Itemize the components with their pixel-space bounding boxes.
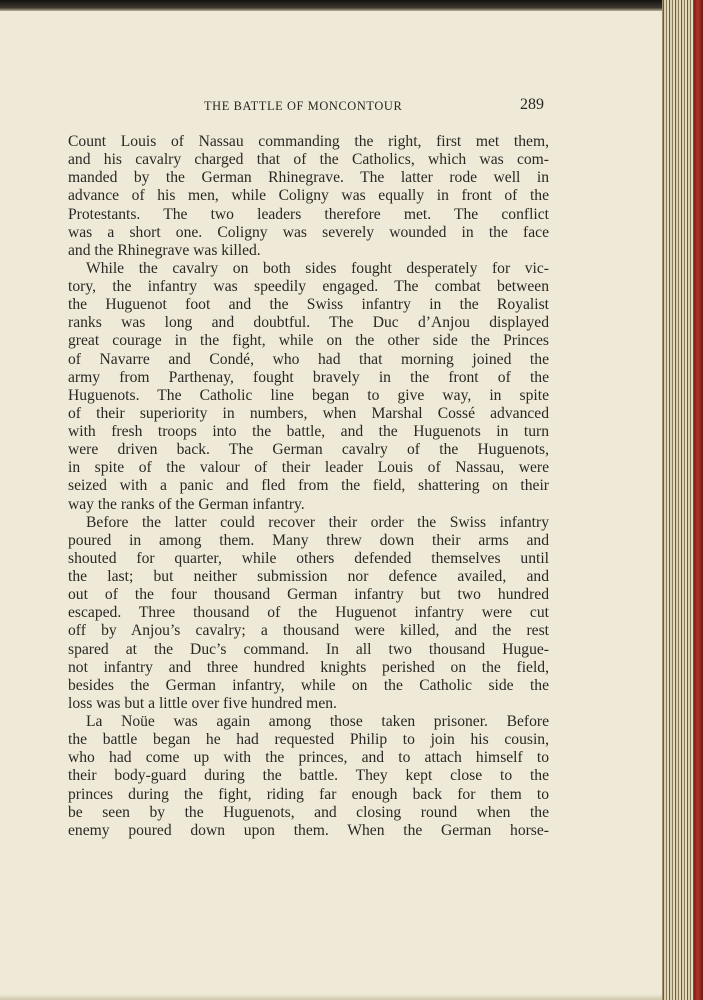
text-line: advance of his men, while Coligny was equally in front of the <box>68 187 549 205</box>
text-line: La Noüe was again among those taken prisoner. Before <box>86 713 549 730</box>
text-line: be seen by the Huguenots, and closing round when the <box>68 803 549 821</box>
text-line: the last; but neither submission nor defence availed, and <box>68 568 549 585</box>
text-line: and his cavalry charged that of the Catholics, which was com- <box>68 151 549 169</box>
running-title: THE BATTLE OF MONCONTOUR <box>204 99 403 113</box>
text-line: Count Louis of Nassau commanding the right, first met them, <box>68 133 549 150</box>
text-line: out of the four thousand German infantry but two hundred <box>68 586 549 604</box>
text-line: besides the German infantry, while on the Catholic side the <box>68 676 549 694</box>
text-line: tory, the infantry was speedily engaged. The combat between <box>68 278 549 295</box>
text-line: loss was but a little over five hundred men. <box>68 694 337 712</box>
text-line: ranks was long and doubtful. The Duc d’Anjou displayed <box>68 314 549 332</box>
text-line: Huguenots. The Catholic line began to give way, in spite <box>68 386 549 404</box>
text-line: who had come up with the princes, and to attach himself to <box>68 749 549 767</box>
text-line: enemy poured down upon them. When the German horse- <box>68 821 549 839</box>
text-line: the battle began he had requested Philip to join his cousin, <box>68 731 549 749</box>
running-head <box>0 96 640 116</box>
book-cover-edge <box>694 0 703 1000</box>
text-line: princes during the fight, riding far enough back for them to <box>68 785 549 803</box>
text-line: of Navarre and Condé, who had that morning joined the <box>68 350 549 368</box>
text-line: seized with a panic and fled from the field, shattering on their <box>68 477 549 495</box>
text-line: manded by the German Rhinegrave. The latter rode well in <box>68 169 549 187</box>
text-line: Before the latter could recover their order the Swiss infantry <box>86 513 549 531</box>
text-line: with fresh troops into the battle, and the Huguenots in turn <box>68 423 549 440</box>
text-line: shouted for quarter, while others defended themselves until <box>68 549 549 567</box>
text-line: not infantry and three hundred knights perished on the field, <box>68 658 549 676</box>
text-line: was a short one. Coligny was severely wounded in the face <box>68 223 549 241</box>
page-number: 289 <box>520 96 544 113</box>
top-shadow <box>0 0 703 11</box>
body-text <box>68 133 549 840</box>
bottom-edge <box>0 994 703 1000</box>
text-line: poured in among them. Many threw down their arms and <box>68 531 549 549</box>
text-line: and the Rhinegrave was killed. <box>68 241 261 259</box>
text-line: off by Anjou’s cavalry; a thousand were killed, and the rest <box>68 622 549 640</box>
text-line: spared at the Duc’s command. In all two thousand Hugue- <box>68 640 549 658</box>
text-line: in spite of the valour of their leader Louis of Nassau, were <box>68 459 549 477</box>
text-line: Protestants. The two leaders therefore met. The conflict <box>68 205 549 223</box>
text-line: their body-guard during the battle. They kept close to the <box>68 767 549 785</box>
text-line: way the ranks of the German infantry. <box>68 495 305 513</box>
text-line: the Huguenot foot and the Swiss infantry in the Royalist <box>68 296 549 314</box>
text-line: army from Parthenay, fought bravely in the front of the <box>68 368 549 386</box>
text-line: were driven back. The German cavalry of the Huguenots, <box>68 441 549 459</box>
text-line: escaped. Three thousand of the Huguenot infantry were cut <box>68 604 549 622</box>
text-line: great courage in the fight, while on the other side the Princes <box>68 332 549 350</box>
text-line: of their superiority in numbers, when Marshal Cossé advanced <box>68 404 549 422</box>
text-line: While the cavalry on both sides fought desperately for vic- <box>86 259 549 277</box>
